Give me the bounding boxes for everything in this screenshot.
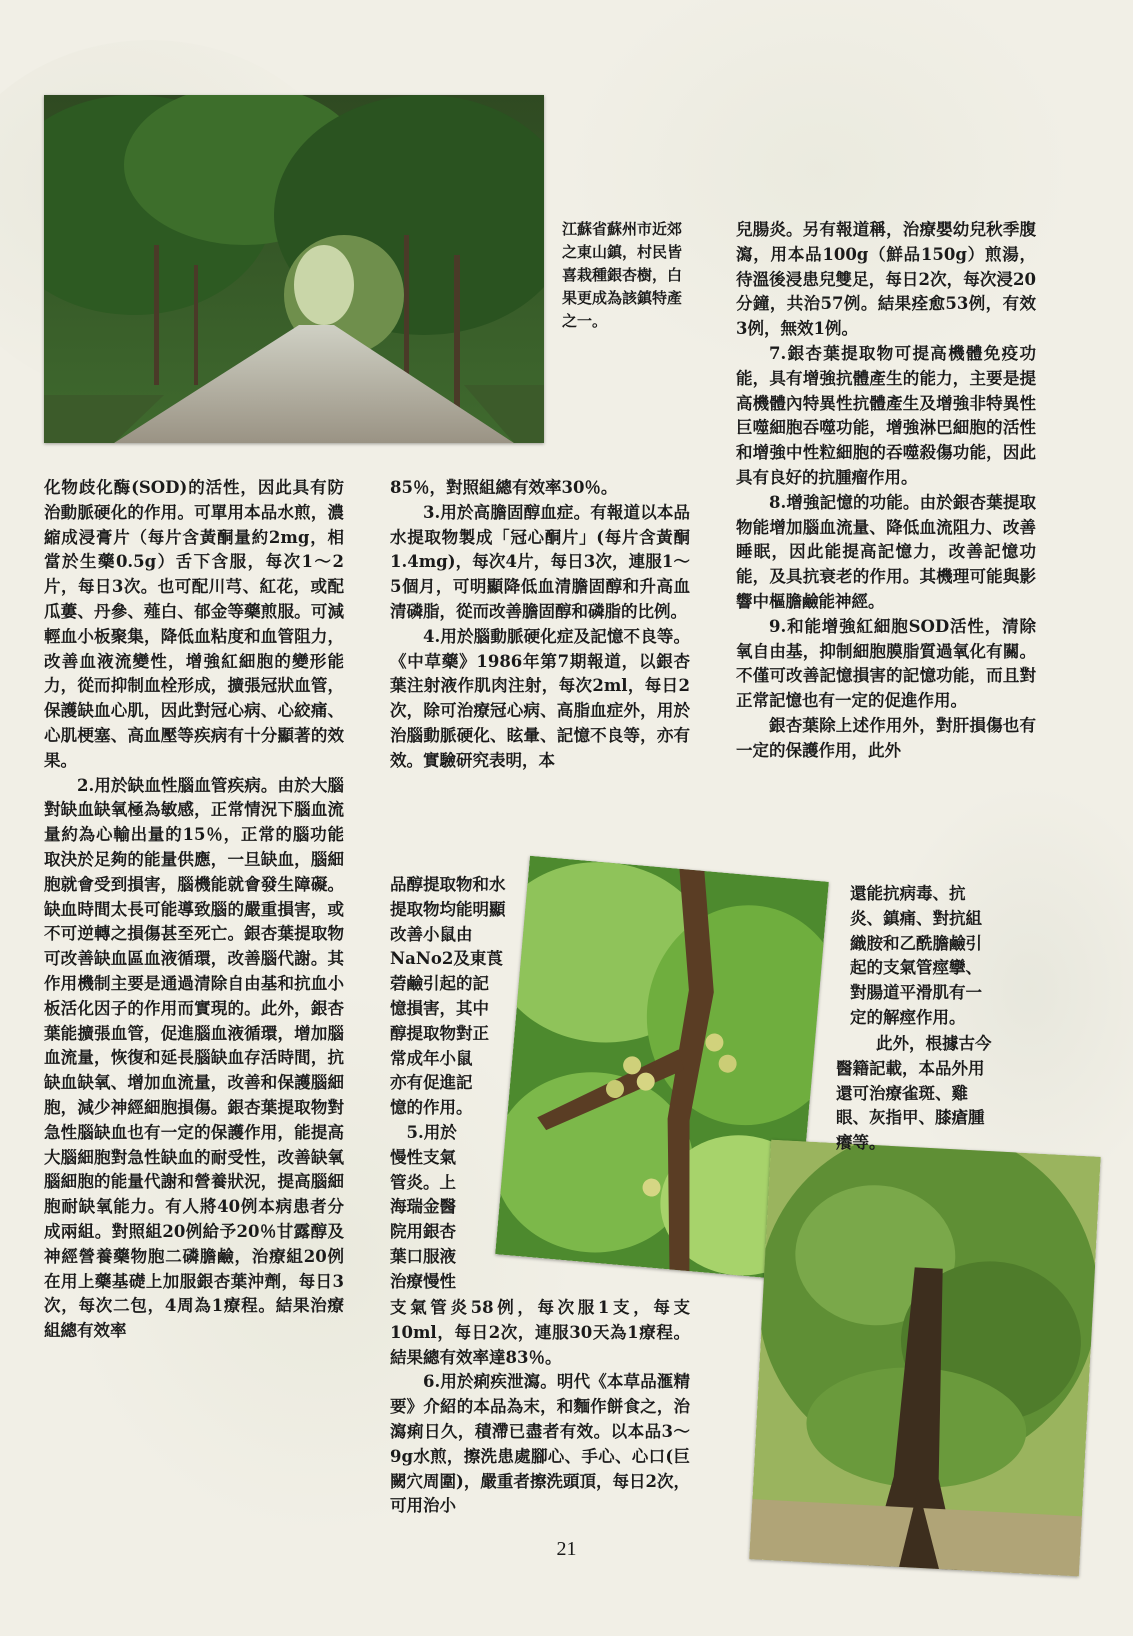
- paragraph: 2.用於缺血性腦血管疾病。由於大腦對缺血缺氧極為敏感，正常情況下腦血流量約為心輸出量的15％，正常的腦功能取決於足夠的能量供應，一旦缺血，腦細胞就會受到損害，腦機能就會發生障礙。缺血時間太長可能導致腦的嚴重損害，或不可逆轉之損傷甚至死亡。銀杏葉提取物可改善缺血區血液循環，改善腦代謝。其作用機制主要是通過清除自由基和抗血小板活化因子的作用而實現的。此外，銀杏葉能擴張血管，促進腦血液循環，增加腦血流量，恢復和延長腦缺血存活時間，抗缺血缺氧、增加血流量，改善和保護腦細胞，減少神經細胞損傷。銀杏葉提取物對急性腦缺血也有一定的保護作用，能提高大腦細胞對急性缺血的耐受性，改善缺氧腦細胞的能量代謝和營養狀況，提高腦細胞耐缺氧能力。有人將40例本病患者分成兩組。對照組20例給予20％甘露醇及神經營養藥物胞二磷膽鹼，治療組20例在用上藥基礎上加服銀杏葉沖劑，每日3次，每次二包，4周為1療程。結果治療組總有效率: [44, 775, 344, 1341]
- wrap-line: 改善小鼠由: [390, 924, 473, 944]
- page-number: 21: [556, 1538, 577, 1560]
- paragraph: 3.用於高膽固醇血症。有報道以本品水提取物製成「冠心酮片」(每片含黃酮1.4mg)，每次4片，每日3次，連服1～5個月，可明顯降低血清膽固醇和升高血清磷脂，從而改善膽固醇和磷脂的比例。: [390, 502, 690, 621]
- wrap-line: 亦有促進記: [390, 1073, 473, 1093]
- text-column-1: [44, 476, 344, 1344]
- photo-ginkgo-road: [44, 95, 544, 443]
- paragraph: 6.用於痢疾泄瀉。明代《本草品滙精要》介紹的本品為末，和麵作餅食之，治瀉痢日久，積滯已盡者有效。以本品3～9g水煎，擦洗患處腳心、手心、心口(巨闕穴周圍)，嚴重者擦洗頭頂，每日2次，可用治小: [390, 1372, 690, 1516]
- wrap-line: 還能抗病毒、抗: [850, 884, 966, 903]
- paragraph: 85％，對照組總有效率30％。: [390, 478, 618, 497]
- wrap-line: 癢等。: [836, 1133, 886, 1153]
- wrap-line: 海瑞金醫: [390, 1197, 456, 1217]
- photo-ginkgo-tree: [749, 1140, 1101, 1577]
- wrap-line: 定的解痙作用。: [850, 1007, 966, 1027]
- wrap-line: 院用銀杏: [390, 1222, 456, 1242]
- wrap-line: 起的支氣管痙攣、: [850, 958, 982, 978]
- wrap-line: 慢性支氣: [390, 1147, 456, 1167]
- text-column-3-wrap: [850, 882, 1036, 1031]
- text-column-2: [390, 476, 690, 774]
- wrap-line: 憶的作用。: [390, 1098, 473, 1118]
- wrap-line: 憶損害，其中: [390, 998, 489, 1018]
- wrap-line: 治療慢性: [390, 1271, 456, 1291]
- wrap-line: 此外，根據古今: [876, 1034, 992, 1053]
- paragraph: 化物歧化酶(SOD)的活性，因此具有防治動脈硬化的作用。可單用本品水煎，濃縮成浸膏片（每片含黃酮量約2mg，相當於生藥0.5g）舌下含服，每次1～2片，每日3次。也可配川芎、紅花，或配瓜蔞、丹參、薤白、郁金等藥煎服。可減輕血小板聚集，降低血粘度和血管阻力，改善血液流變性，增強紅細胞的變形能力，從而抑制血栓形成，擴張冠狀血管，保護缺血心肌，因此對冠心病、心絞痛、心肌梗塞、高血壓等疾病有十分顯著的效果。: [44, 478, 344, 770]
- paragraph: 兒腸炎。另有報道稱，治療嬰幼兒秋季腹瀉，用本品100g（鮮品150g）煎湯，待溫後浸患兒雙足，每日2次，每次浸20分鐘，共治57例。結果痊愈53例，有效3例，無效1例。: [736, 220, 1036, 339]
- text-column-2-bottom: [390, 1296, 690, 1519]
- paragraph: 銀杏葉除上述作用外，對肝損傷也有一定的保護作用，此外: [736, 715, 1036, 760]
- paragraph: 8.增強記憶的功能。由於銀杏葉提取物能增加腦血流量、降低血流阻力、改善睡眠，因此能提高記憶力，改善記憶功能，及具抗衰老的作用。其機理可能與影響中樞膽鹼能神經。: [736, 492, 1036, 611]
- wrap-line: 織胺和乙酰膽鹼引: [850, 933, 982, 953]
- wrap-line: NaNo2及東莨: [390, 949, 503, 969]
- paragraph: 7.銀杏葉提取物可提高機體免疫功能，具有增強抗體產生的能力，主要是提高機體內特異性抗體產生及增強非特異性巨噬細胞吞噬功能，增強淋巴細胞的活性和增強中性粒細胞的吞噬殺傷功能，因此具有良好的抗腫瘤作用。: [736, 343, 1036, 487]
- wrap-line: 品醇提取物和水: [390, 875, 506, 894]
- wrap-line: 對腸道平滑肌有一: [850, 983, 982, 1003]
- text-column-2-wrap: [390, 873, 540, 1295]
- wrap-line: 炎、鎮痛、對抗組: [850, 908, 982, 928]
- wrap-line: 管炎。上: [390, 1172, 456, 1192]
- wrap-line: 菪鹼引起的記: [390, 974, 489, 994]
- text-column-3-wrap-2: [836, 1032, 1036, 1156]
- wrap-line: 還可治療雀斑、雞: [836, 1083, 968, 1103]
- wrap-line: 眼、灰指甲、膝瘡腫: [836, 1108, 985, 1128]
- wrap-line: 醫籍記載，本品外用: [836, 1058, 985, 1078]
- text-column-3: [736, 218, 1036, 764]
- paragraph: 支氣管炎58例，每次服1支，每支10ml，每日2次，連服30天為1療程。結果總有效率達83％。: [390, 1298, 690, 1367]
- wrap-line: 提取物均能明顯: [390, 899, 506, 919]
- wrap-line: 醇提取物對正: [390, 1023, 489, 1043]
- wrap-line: 5.用於: [390, 1122, 457, 1142]
- wrap-line: 葉口服液: [390, 1246, 456, 1266]
- wrap-line: 常成年小鼠: [390, 1048, 473, 1068]
- photo-caption: 江蘇省蘇州市近郊之東山鎮，村民皆喜栽種銀杏樹，白果更成為該鎮特產之一。: [562, 220, 683, 330]
- paragraph: 9.和能增強紅細胞SOD活性，清除氧自由基，抑制細胞膜脂質過氧化有關。不僅可改善記憶損害的記憶功能，而且對正常記憶也有一定的促進作用。: [736, 616, 1036, 711]
- paragraph: 4.用於腦動脈硬化症及記憶不良等。《中草藥》1986年第7期報道，以銀杏葉注射液作肌肉注射，每次2ml，每日2次，除可治療冠心病、高脂血症外，用於治腦動脈硬化、眩暈、記憶不良等，亦有效。實驗研究表明，本: [390, 626, 690, 770]
